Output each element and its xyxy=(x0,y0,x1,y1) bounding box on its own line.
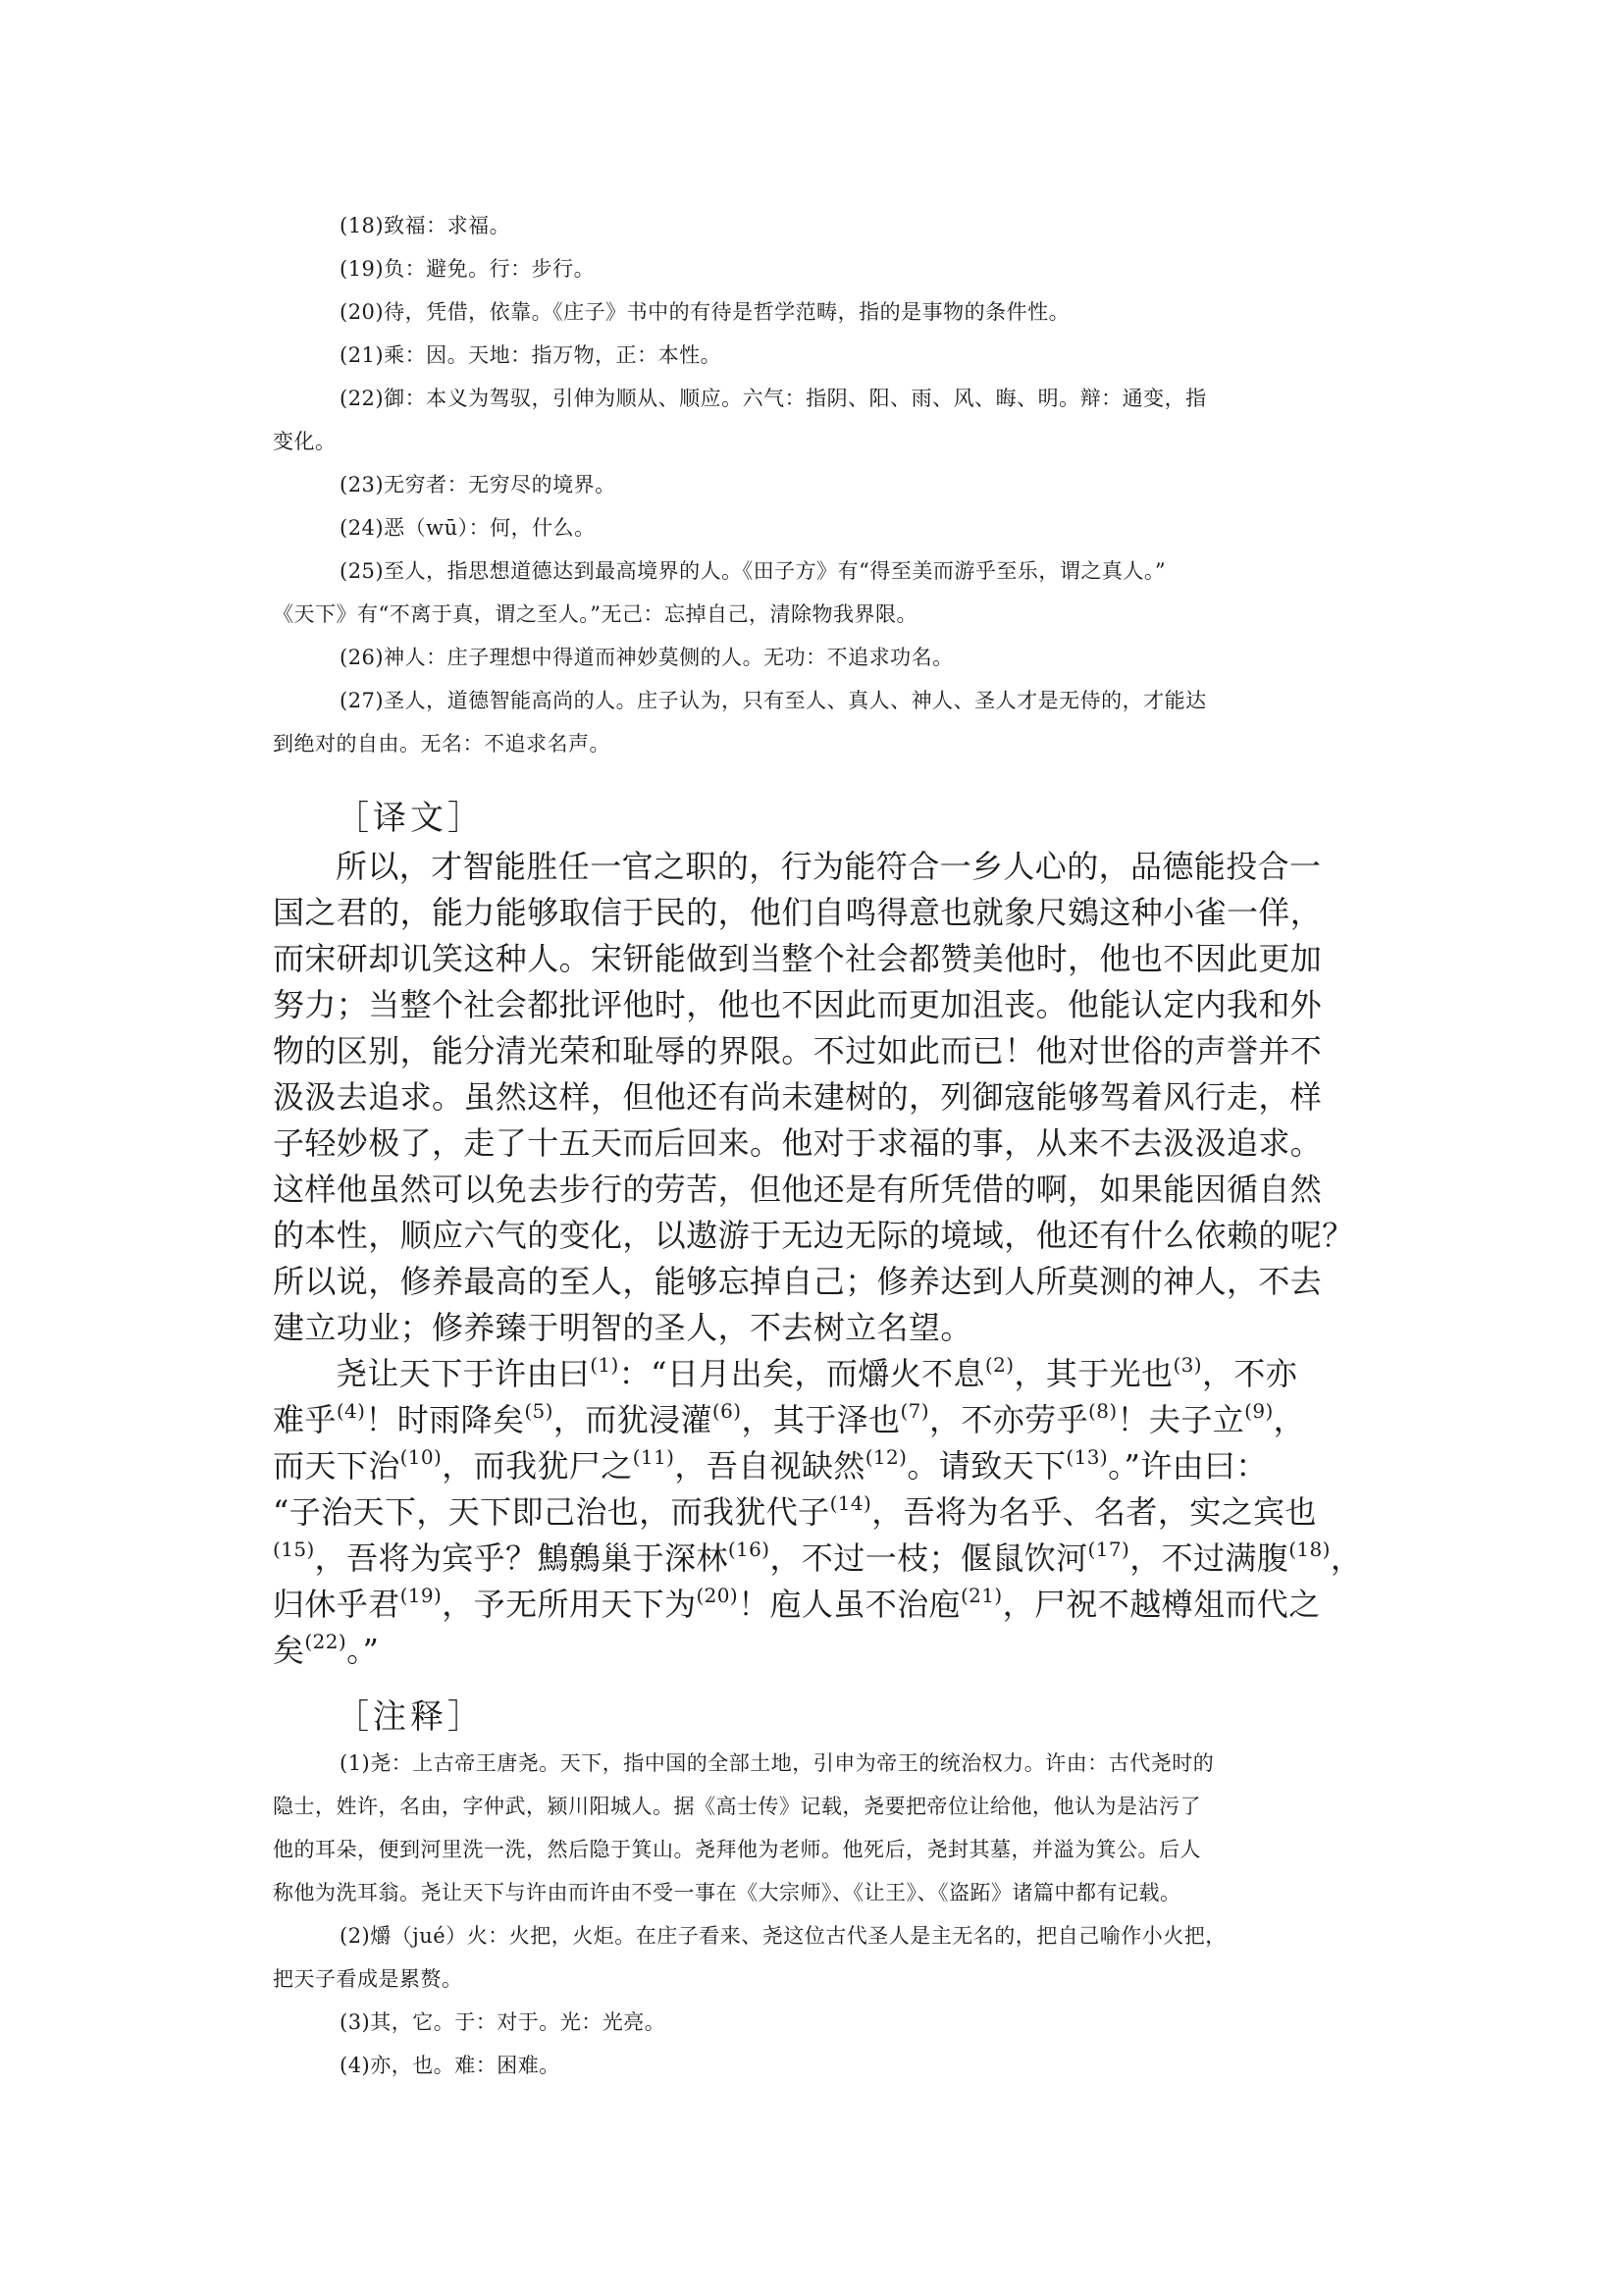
annotation-note-4 xyxy=(273,2044,1352,2087)
footnote-marker[interactable]: (13) xyxy=(1066,1445,1109,1469)
note-line: (22)御：本义为驾驭，引伸为顺从、顺应。六气：指阴、阳、雨、风、晦、明。辩：通变，指 xyxy=(340,387,1207,410)
text-seg: ！时雨降矣 xyxy=(365,1401,525,1438)
note-23 xyxy=(273,463,1352,506)
footnote-marker[interactable]: (18) xyxy=(1288,1538,1331,1561)
annotation-note-1 xyxy=(273,1742,1352,1914)
note-line: (21)乘：因。天地：指万物，正：本性。 xyxy=(340,343,722,367)
footnote-marker[interactable]: (3) xyxy=(1173,1353,1202,1377)
footnote-marker[interactable]: (15) xyxy=(273,1538,315,1561)
note-line: 隐士，姓许，名由，字仲武，颍川阳城人。据《高士传》记载，尧要把帝位让给他，他认为是沾污了 xyxy=(273,1795,1201,1818)
note-line: (27)圣人，道德智能高尚的人。庄子认为，只有至人、真人、神人、圣人才是无侍的，才能达 xyxy=(340,689,1207,712)
note-line: 变化。 xyxy=(273,430,337,453)
footnote-marker[interactable]: (16) xyxy=(727,1538,770,1561)
translation-line: 国之君的，能力能够取信于民的，他们自鸣得意也就象尺鴳这种小雀一佯， xyxy=(273,894,1323,931)
translation-line: 子轻妙极了，走了十五天而后回来。他对于求福的事，从来不去汲汲追求。 xyxy=(273,1124,1323,1162)
translation-line: 而宋研却讥笑这种人。宋钘能做到当整个社会都赞美他时，他也不因此更加 xyxy=(273,940,1323,977)
original-line xyxy=(273,1443,1354,1489)
translation-line: 建立功业；修养臻于明智的圣人，不去树立名望。 xyxy=(273,1309,972,1346)
text-seg: 难乎 xyxy=(273,1401,337,1438)
translation-body xyxy=(273,844,1354,1351)
translation-line: 物的区别，能分清光荣和耻辱的界限。不过如此而已！他对世俗的声誉并不 xyxy=(273,1032,1323,1069)
original-line xyxy=(273,1351,1354,1397)
note-line: (24)恶（wū）：何，什么。 xyxy=(340,516,596,540)
footnote-marker[interactable]: (9) xyxy=(1244,1399,1274,1423)
footnote-marker[interactable]: (21) xyxy=(960,1584,1003,1607)
text-seg: ：“日月出矣，而爝火不息 xyxy=(618,1355,985,1392)
footnote-marker[interactable]: (1) xyxy=(590,1353,619,1377)
translation-heading: ［译文］ xyxy=(336,799,485,838)
note-25 xyxy=(273,549,1352,636)
footnote-marker[interactable]: (22) xyxy=(304,1630,347,1653)
text-seg: ，不过一枝；偃鼠饮河 xyxy=(769,1539,1088,1577)
note-line: 《天下》有“不离于真，谓之至人。”无己：忘掉自己，清除物我界限。 xyxy=(273,602,917,626)
note-22 xyxy=(273,377,1352,463)
footnote-marker[interactable]: (20) xyxy=(696,1584,739,1607)
text-seg: 矣 xyxy=(273,1632,305,1669)
original-line xyxy=(273,1536,1363,1582)
annotation-note-3 xyxy=(273,2001,1352,2044)
footnote-marker[interactable]: (10) xyxy=(399,1445,443,1469)
text-seg: ，吾自视缺然 xyxy=(674,1447,865,1485)
translation-line: 汲汲去追求。虽然这样，但他还有尚未建树的，列御寇能够驾着风行走，样 xyxy=(273,1078,1323,1116)
note-line: (18)致福：求福。 xyxy=(340,214,511,237)
note-21 xyxy=(273,334,1352,377)
note-line: (2)爝（jué）火：火把，火炬。在庄子看来、尧这位古代圣人是主无名的，把自己喻作小火把， xyxy=(340,1924,1227,1948)
footnote-marker[interactable]: (17) xyxy=(1087,1538,1130,1561)
text-seg: ！夫子立 xyxy=(1117,1401,1245,1438)
note-line: (20)待，凭借，依靠。《庄子》书中的有待是哲学范畴，指的是事物的条件性。 xyxy=(340,300,1071,324)
footnote-marker[interactable]: (4) xyxy=(336,1399,366,1423)
note-line: (19)负：避免。行：步行。 xyxy=(340,257,596,281)
text-seg: ，吾将为宾乎？鷦鷯巢于深林 xyxy=(314,1539,728,1577)
text-seg: ， xyxy=(1330,1539,1363,1577)
translation-line: 的本性，顺应六气的变化，以遨游于无边无际的境域，他还有什么依赖的呢？ xyxy=(273,1217,1354,1254)
text-seg: ，不亦劳乎 xyxy=(928,1401,1088,1438)
text-seg: 。”许由曰： xyxy=(1108,1447,1268,1485)
note-26 xyxy=(273,636,1352,679)
text-seg: ！庖人虽不治庖 xyxy=(738,1586,961,1623)
text-seg: 尧让天下于许由曰 xyxy=(336,1355,591,1392)
text-seg: ，而犹浸灌 xyxy=(552,1401,712,1438)
note-line: 到绝对的自由。无名：不追求名声。 xyxy=(273,732,610,756)
footnote-marker[interactable]: (11) xyxy=(632,1445,675,1469)
text-seg: ，吾将为名乎、名者，实之宾也 xyxy=(871,1493,1317,1531)
translation-line: 所以，才智能胜任一官之职的，行为能符合一乡人心的，品德能投合一 xyxy=(336,848,1322,885)
footnote-marker[interactable]: (5) xyxy=(524,1399,553,1423)
annotation-note-2 xyxy=(273,1914,1352,2001)
note-line: 他的耳朵，便到河里洗一洗，然后隐于箕山。尧拜他为老师。他死后，尧封其墓，并溢为箕公。后人 xyxy=(273,1838,1201,1861)
text-seg: “子治天下，天下即己治也，而我犹代子 xyxy=(273,1493,830,1531)
footnote-marker[interactable]: (2) xyxy=(984,1353,1015,1377)
text-seg: ，尸祝不越樽俎而代之 xyxy=(1002,1586,1321,1623)
note-line: (1)尧：上古帝王唐尧。天下，指中国的全部土地，引申为帝王的统治权力。许由：古代尧时的 xyxy=(340,1751,1215,1775)
note-line: 称他为洗耳翁。尧让天下与许由而许由不受一事在《大宗师》、《让王》、《盗跖》诸篇中都有记载。 xyxy=(273,1881,1181,1904)
translation-line: 努力；当整个社会都批评他时，他也不因此而更加沮丧。他能认定内我和外 xyxy=(273,986,1323,1023)
original-line xyxy=(273,1628,1354,1674)
text-seg: ，其于光也 xyxy=(1014,1355,1174,1392)
footnote-marker[interactable]: (6) xyxy=(711,1399,742,1423)
footnote-marker[interactable]: (14) xyxy=(829,1491,872,1515)
text-seg: ，不过满腹 xyxy=(1129,1539,1289,1577)
text-seg: ，予无所用天下为 xyxy=(442,1586,697,1623)
translation-line: 这样他虽然可以免去步行的劳苦，但他还是有所凭借的啊，如果能因循自然 xyxy=(273,1171,1323,1208)
text-seg: 。请致天下 xyxy=(907,1447,1067,1485)
note-line: 把天子看成是累赘。 xyxy=(273,1967,463,1991)
footnote-marker[interactable]: (19) xyxy=(399,1584,443,1607)
note-24 xyxy=(273,506,1352,549)
annotation-heading: ［注释］ xyxy=(336,1697,485,1737)
original-line xyxy=(273,1397,1354,1443)
text-seg: ，而我犹尸之 xyxy=(442,1447,633,1485)
note-20 xyxy=(273,290,1352,334)
text-seg: 。” xyxy=(346,1632,380,1669)
footnote-marker[interactable]: (7) xyxy=(900,1399,929,1423)
note-line: (23)无穷者：无穷尽的境界。 xyxy=(340,473,616,496)
original-line xyxy=(273,1489,1354,1536)
original-line xyxy=(273,1582,1354,1628)
text-seg: ，不亦 xyxy=(1201,1355,1298,1392)
note-line: (26)神人：庄子理想中得道而神妙莫侧的人。无功：不追求功名。 xyxy=(340,646,954,669)
original-text xyxy=(273,1351,1363,1674)
footnote-marker[interactable]: (12) xyxy=(864,1445,908,1469)
text-seg: 而天下治 xyxy=(273,1447,400,1485)
footnote-marker[interactable]: (8) xyxy=(1088,1399,1118,1423)
text-seg: 归休乎君 xyxy=(273,1586,400,1623)
note-line: (3)其，它。于：对于。光：光亮。 xyxy=(340,2010,666,2034)
note-line: (25)至人，指思想道德达到最高境界的人。《田子方》有“得至美而游乎至乐，谓之真人。” xyxy=(340,559,1167,583)
text-seg: ，其于泽也 xyxy=(741,1401,901,1438)
note-19 xyxy=(273,247,1352,290)
note-27 xyxy=(273,679,1352,765)
note-18 xyxy=(273,204,1352,247)
note-line: (4)亦，也。难：困难。 xyxy=(340,2054,560,2077)
text-seg: ， xyxy=(1273,1401,1306,1438)
translation-line: 所以说，修养最高的至人，能够忘掉自己；修养达到人所莫测的神人，不去 xyxy=(273,1263,1323,1300)
